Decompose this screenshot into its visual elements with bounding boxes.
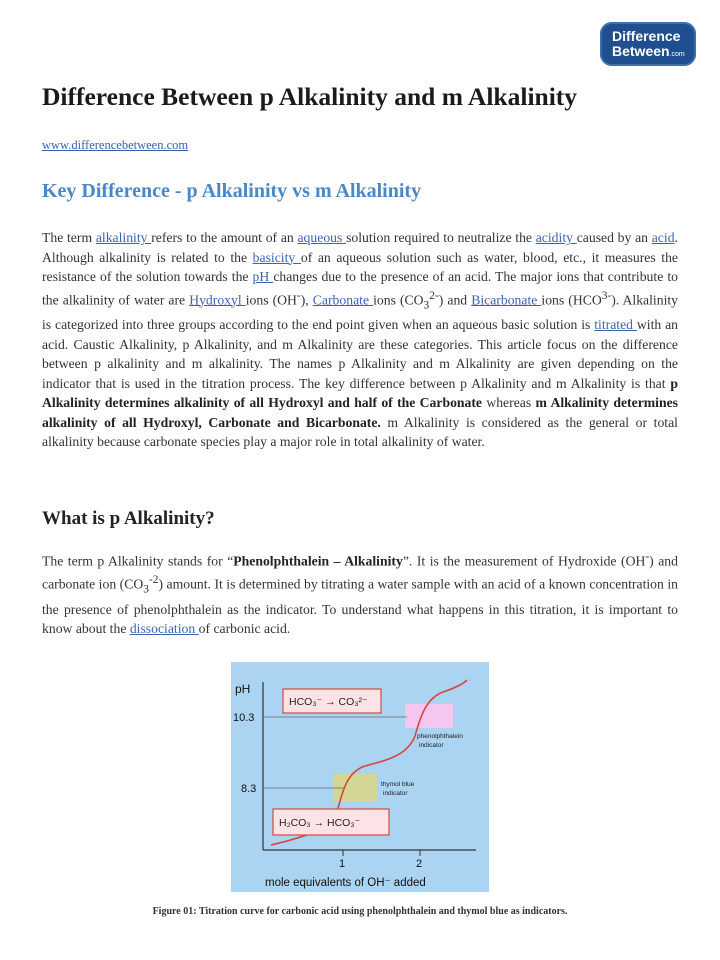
- thymol-label-1: thymol blue: [381, 781, 415, 788]
- link-titrated[interactable]: titrated: [594, 317, 637, 333]
- y-tick-10-3: 10.3: [233, 712, 255, 724]
- link-dissociation[interactable]: dissociation: [129, 621, 199, 637]
- link-acid[interactable]: acid: [651, 230, 675, 245]
- phenolphthalein-label-1: phenolphthalein: [417, 733, 463, 740]
- site-url-link[interactable]: www.differencebetween.com: [42, 138, 189, 152]
- link-hydroxyl[interactable]: Hydroxyl: [189, 292, 246, 308]
- link-carbonate[interactable]: Carbonate: [312, 292, 374, 308]
- thymol-label-2: indicator: [383, 790, 408, 797]
- link-bicarbonate[interactable]: Bicarbonate: [471, 292, 542, 308]
- logo-suffix: .com: [669, 51, 685, 58]
- link-ph[interactable]: pH: [252, 269, 274, 284]
- titration-figure: [231, 662, 489, 892]
- link-alkalinity[interactable]: alkalinity: [95, 230, 152, 245]
- box-bottom-text: H₂CO₃ → HCO₃⁻: [279, 817, 361, 829]
- logo-line1: Difference: [612, 28, 681, 44]
- x-tick-1: 1: [339, 858, 346, 870]
- y-tick-8-3: 8.3: [241, 783, 257, 795]
- site-logo[interactable]: [600, 22, 696, 66]
- logo-line2: Between: [612, 43, 670, 59]
- page-title: Difference Between p Alkalinity and m Alkalinity: [42, 82, 578, 111]
- phenolphthalein-label-2: indicator: [419, 742, 444, 749]
- box-top-text: HCO₃⁻ → CO₃²⁻: [289, 696, 368, 708]
- what-is-heading: What is p Alkalinity?: [42, 508, 215, 529]
- key-difference-heading: Key Difference - p Alkalinity vs m Alkalinity: [42, 180, 422, 202]
- p-alkalinity-paragraph: The term p Alkalinity stands for “Phenolphthalein – Alkalinity”. It is the measurement of Hydroxide (OH-) and carbonate ion $(CO_3^{-2})$ amount. It is determined by titrating a water sample with an acid of a known concentration in the presence of phenolphthalein as the indicator. To understand what happens in this titration, it is important to know about the dissociation of carbonic acid.: [42, 551, 678, 637]
- phenolphthalein-band: [405, 704, 453, 728]
- figure-caption: Figure 01: Titration curve for carbonic acid using phenolphthalein and thymol blue as indicators.: [152, 906, 568, 917]
- link-basicity[interactable]: basicity: [252, 249, 301, 265]
- link-aqueous[interactable]: aqueous: [297, 230, 347, 245]
- y-axis-label: pH: [235, 682, 251, 696]
- x-axis-label: mole equivalents of OH⁻ added: [265, 877, 426, 889]
- intro-paragraph: The term alkalinity refers to the amount of an aqueous solution required to neutralize the acidity caused by an acid. Although alkalinity is related to the basicity of an aqueous solution such as water, blood, etc., it measures the resistance of the solution towards the pH changes due to the presence of an acid. The major ions that contribute to the alkalinity of water are Hydroxyl ions (OH-), Carbonate ions $(CO_3^{2-})$ and Bicarbonate ions $(HCO^{3-})$. Alkalinity is categorized into three groups according to the end point given when an aqueous basic solution is titrated with an acid. Caustic Alkalinity, p Alkalinity, and m Alkalinity are these categories. This article focus on the difference between p alkalinity and m alkalinity. The names p Alkalinity and m Alkalinity are given depending on the indicator that is used in the titration process. The key difference between p Alkalinity and m Alkalinity is that p Alkalinity determines alkalinity of all Hydroxyl and half of the Carbonate whereas m Alkalinity determines alkalinity of all Hydroxyl, Carbonate and Bicarbonate. m Alkalinity is considered as the general or total alkalinity because carbonate species play a major role in total alkalinity of water.: [42, 230, 679, 450]
- x-tick-2: 2: [416, 858, 423, 870]
- link-acidity[interactable]: acidity: [535, 230, 577, 245]
